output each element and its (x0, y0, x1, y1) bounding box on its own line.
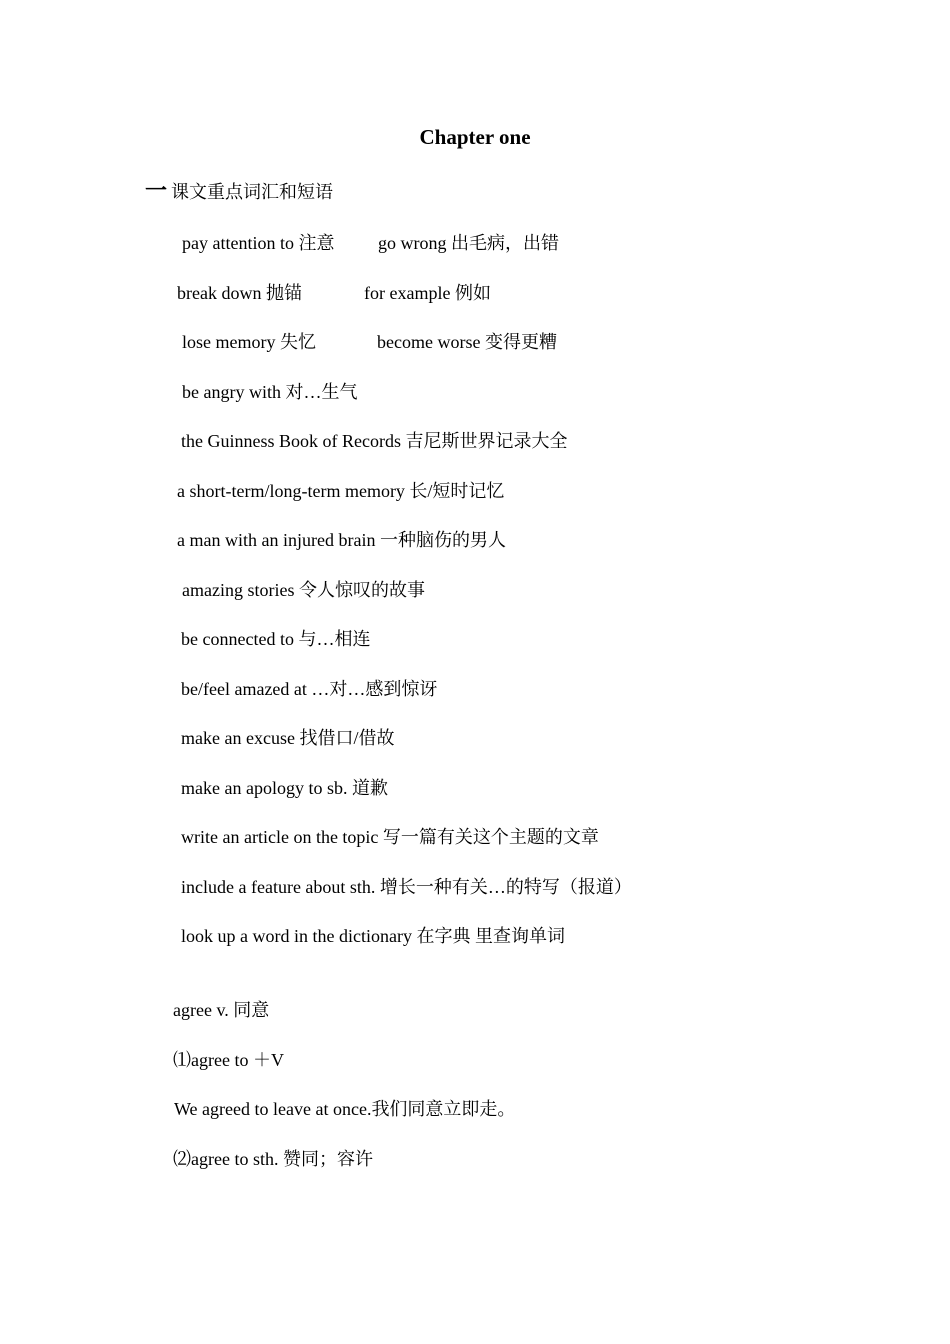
phrase: become worse 变得更糟 (377, 332, 557, 352)
usage-word: agree v. 同意 (173, 1000, 270, 1020)
usage-example: We agreed to leave at once.我们同意立即走。 (174, 1099, 516, 1119)
section-number: 一 (145, 178, 168, 203)
chapter-title: Chapter one (419, 125, 531, 149)
phrase-line: make an excuse 找借口/借故 (181, 728, 395, 748)
phrase-row (378, 230, 559, 256)
phrase-line: include a feature about sth. 增长一种有关…的特写（报道） (181, 877, 632, 897)
phrase-row (377, 329, 557, 355)
usage-item: ⑵agree to sth. 赞同；容许 (173, 1149, 373, 1169)
phrase-line: be connected to 与…相连 (181, 629, 371, 649)
phrase-line: write an article on the topic 写一篇有关这个主题的文章 (181, 827, 599, 847)
phrase-line: amazing stories 令人惊叹的故事 (182, 580, 425, 600)
phrase-line: a man with an injured brain 一种脑伤的男人 (177, 530, 506, 550)
phrase-row (182, 329, 316, 355)
phrase-row (182, 230, 334, 256)
phrase-line: make an apology to sb. 道歉 (181, 778, 388, 798)
phrase-row (364, 280, 491, 306)
phrase: pay attention to 注意 (182, 233, 335, 253)
phrase: break down 抛锚 (177, 283, 302, 303)
phrase: lose memory 失忆 (182, 332, 316, 352)
phrase-line: the Guinness Book of Records 吉尼斯世界记录大全 (181, 431, 568, 451)
section-heading-text: 课文重点词汇和短语 (171, 182, 334, 202)
usage-item: ⑴agree to ＋V (173, 1050, 284, 1070)
phrase-line: be angry with 对…生气 (182, 382, 358, 402)
phrase: for example 例如 (364, 283, 491, 303)
phrase-line: a short-term/long-term memory 长/短时记忆 (177, 481, 505, 501)
phrase-line: look up a word in the dictionary 在字典 里查询单词 (181, 926, 565, 946)
section-heading (145, 178, 333, 205)
phrase-line: be/feel amazed at …对…感到惊讶 (181, 679, 438, 699)
phrase: go wrong 出毛病，出错 (378, 233, 559, 253)
phrase-row (177, 280, 302, 306)
